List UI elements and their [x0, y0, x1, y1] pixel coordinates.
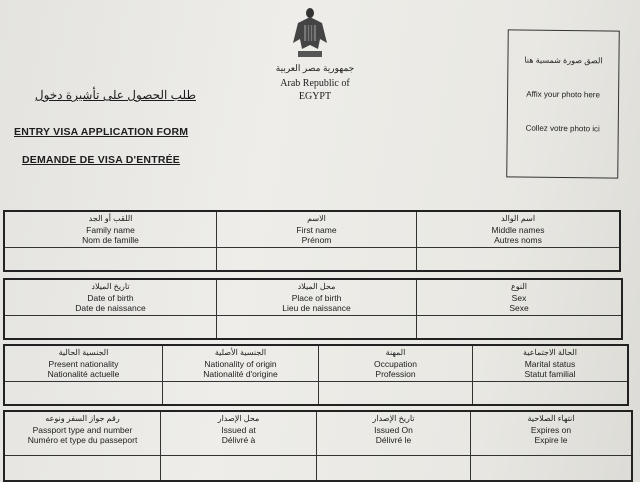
present-nationality-field[interactable] — [5, 382, 163, 404]
form-title-french: DEMANDE DE VISA D'ENTRÉE — [22, 154, 181, 166]
date-of-birth-label: تاريخ الميلاد Date of birth Date de naissance — [5, 280, 217, 316]
form-title-arabic: طلب الحصول على تأشيرة دخول — [34, 88, 196, 102]
sex-label: النوع Sex Sexe — [417, 280, 621, 316]
family-name-field[interactable] — [5, 248, 217, 270]
country-name-arabic: جمهورية مصر العربية — [275, 63, 355, 73]
passport-type-number-label: رقم جواز السفر ونوعه Passport type and number Numéro et type du passeport — [5, 412, 161, 456]
first-name-field[interactable] — [217, 248, 417, 270]
birth-section — [3, 278, 623, 340]
issued-on-label: تاريخ الإصدار Issued On Délivré le — [317, 412, 471, 456]
place-of-birth-label: محل الميلاد Place of birth Lieu de naissance — [217, 280, 417, 316]
photo-instruction-french: Collez votre photo ici — [525, 123, 600, 134]
issued-at-label: محل الإصدار Issued at Délivré à — [161, 412, 317, 456]
expires-on-field[interactable] — [471, 456, 631, 480]
issued-on-field[interactable] — [317, 456, 471, 480]
country-name-line2: EGYPT — [298, 91, 332, 102]
issued-at-field[interactable] — [161, 456, 317, 480]
first-name-label: الاسم First name Prénom — [217, 212, 417, 248]
occupation-field[interactable] — [319, 382, 473, 404]
nationality-of-origin-label: الجنسية الأصلية Nationality of origin Nationalité d'origine — [163, 346, 319, 382]
photo-box[interactable] — [506, 29, 620, 178]
photo-instruction-english: Affix your photo here — [526, 89, 600, 100]
middle-names-field[interactable] — [417, 248, 619, 270]
middle-names-label: اسم الوالد Middle names Autres noms — [417, 212, 619, 248]
passport-section — [3, 410, 633, 482]
present-nationality-label: الجنسية الحالية Present nationality Nationalité actuelle — [5, 346, 163, 382]
expires-on-label: انتهاء الصلاحية Expires on Expire le — [471, 412, 631, 456]
form-title-english: ENTRY VISA APPLICATION FORM — [14, 126, 189, 138]
photo-instruction-arabic: الصق صورة شمسية هنا — [524, 55, 603, 66]
occupation-label: المهنة Occupation Profession — [319, 346, 473, 382]
date-of-birth-field[interactable] — [5, 316, 217, 338]
eagle-emblem-icon — [290, 5, 330, 60]
nationality-of-origin-field[interactable] — [163, 382, 319, 404]
place-of-birth-field[interactable] — [217, 316, 417, 338]
marital-status-label: الحالة الاجتماعية Marital status Statut familial — [473, 346, 627, 382]
sex-field[interactable] — [417, 316, 621, 338]
marital-status-field[interactable] — [473, 382, 627, 404]
names-section — [3, 210, 621, 272]
nationality-section — [3, 344, 629, 406]
country-name-line1: Arab Republic of — [280, 78, 350, 89]
passport-type-number-field[interactable] — [5, 456, 161, 480]
family-name-label: اللقب أو الجد Family name Nom de famille — [5, 212, 217, 248]
